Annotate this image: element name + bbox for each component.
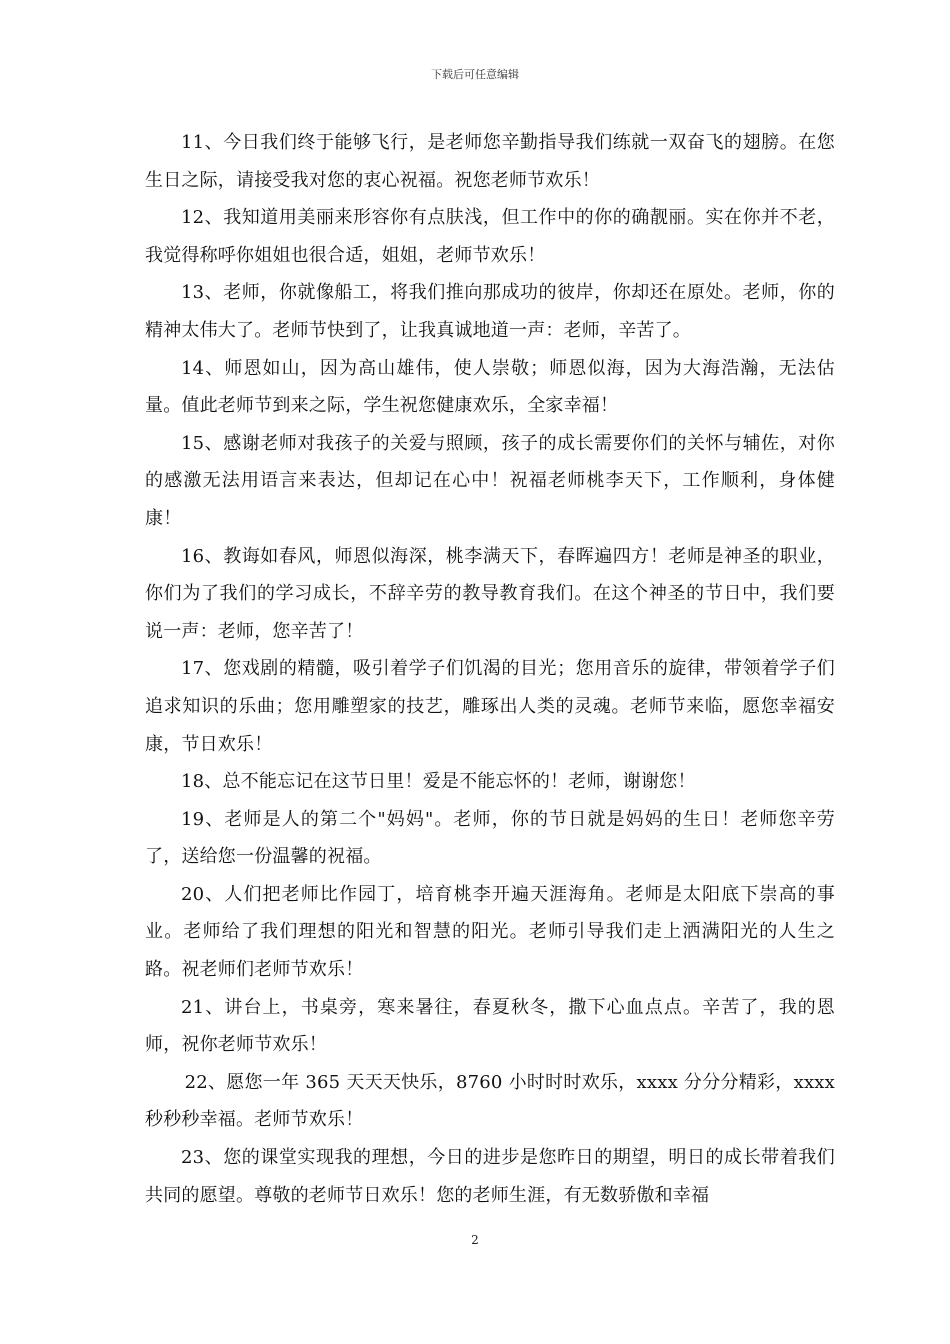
paragraph-15: 15、感谢老师对我孩子的关爱与照顾，孩子的成长需要你们的关怀与辅佐，对你的感激无法用语言来表达，但却记在心中！祝福老师桃李天下，工作顺利，身体健康！ <box>145 432 835 529</box>
paragraph-11: 11、今日我们终于能够飞行，是老师您辛勤指导我们练就一双奋飞的翅膀。在您生日之际，请接受我对您的衷心祝福。祝您老师节欢乐！ <box>145 132 835 191</box>
paragraph-16: 16、教诲如春风，师恩似海深，桃李满天下，春晖遍四方！老师是神圣的职业，你们为了我们的学习成长，不辞辛劳的教导教育我们。在这个神圣的节日中，我们要说一声：老师，您辛苦了！ <box>145 545 835 642</box>
paragraph-17: 17、您戏剧的精髓，吸引着学子们饥渴的目光；您用音乐的旋律，带领着学子们追求知识的乐曲；您用雕塑家的技艺，雕琢出人类的灵魂。老师节来临，愿您幸福安康，节日欢乐！ <box>145 658 835 755</box>
paragraph-20: 20、人们把老师比作园丁，培育桃李开遍天涯海角。老师是太阳底下崇高的事业。老师给了我们理想的阳光和智慧的阳光。老师引导我们走上洒满阳光的人生之路。祝老师们老师节欢乐！ <box>145 883 835 981</box>
paragraph-13: 13、老师，你就像船工，将我们推向那成功的彼岸，你却还在原处。老师，你的精神太伟大了。老师节快到了，让我真诚地道一声：老师，辛苦了。 <box>145 282 835 341</box>
paragraph-12: 12、我知道用美丽来形容你有点肤浅，但工作中的你的确靓丽。实在你并不老，我觉得称呼你姐姐也很合适，姐姐，老师节欢乐！ <box>145 207 835 266</box>
paragraph-22: 22、愿您一年 365 天天天快乐，8760 小时时时欢乐，xxxx 分分分精彩，xxxx 秒秒秒幸福。老师节欢乐！ <box>145 1071 835 1131</box>
page-header: 下载后可任意编辑 <box>431 68 519 81</box>
paragraph-18: 18、总不能忘记在这节日里！爱是不能忘怀的！老师，谢谢您！ <box>181 771 696 793</box>
paragraph-21: 21、讲台上，书桌旁，寒来暑往，春夏秋冬，撒下心血点点。辛苦了，我的恩师，祝你老师节欢乐！ <box>145 996 835 1056</box>
document-body <box>145 124 835 1214</box>
paragraph-19: 19、老师是人的第二个"妈妈"。老师，你的节日就是妈妈的生日！老师您辛劳了，送给您一份温馨的祝福。 <box>145 808 835 868</box>
paragraph-14: 14、师恩如山，因为高山雄伟，使人崇敬；师恩似海，因为大海浩瀚，无法估量。值此老师节到来之际，学生祝您健康欢乐，全家幸福！ <box>145 357 835 417</box>
paragraph-23: 23、您的课堂实现我的理想，今日的进步是您昨日的期望，明日的成长带着我们共同的愿望。尊敬的老师节日欢乐！您的老师生涯，有无数骄傲和幸福 <box>145 1147 835 1206</box>
page-number: 2 <box>471 1233 479 1247</box>
